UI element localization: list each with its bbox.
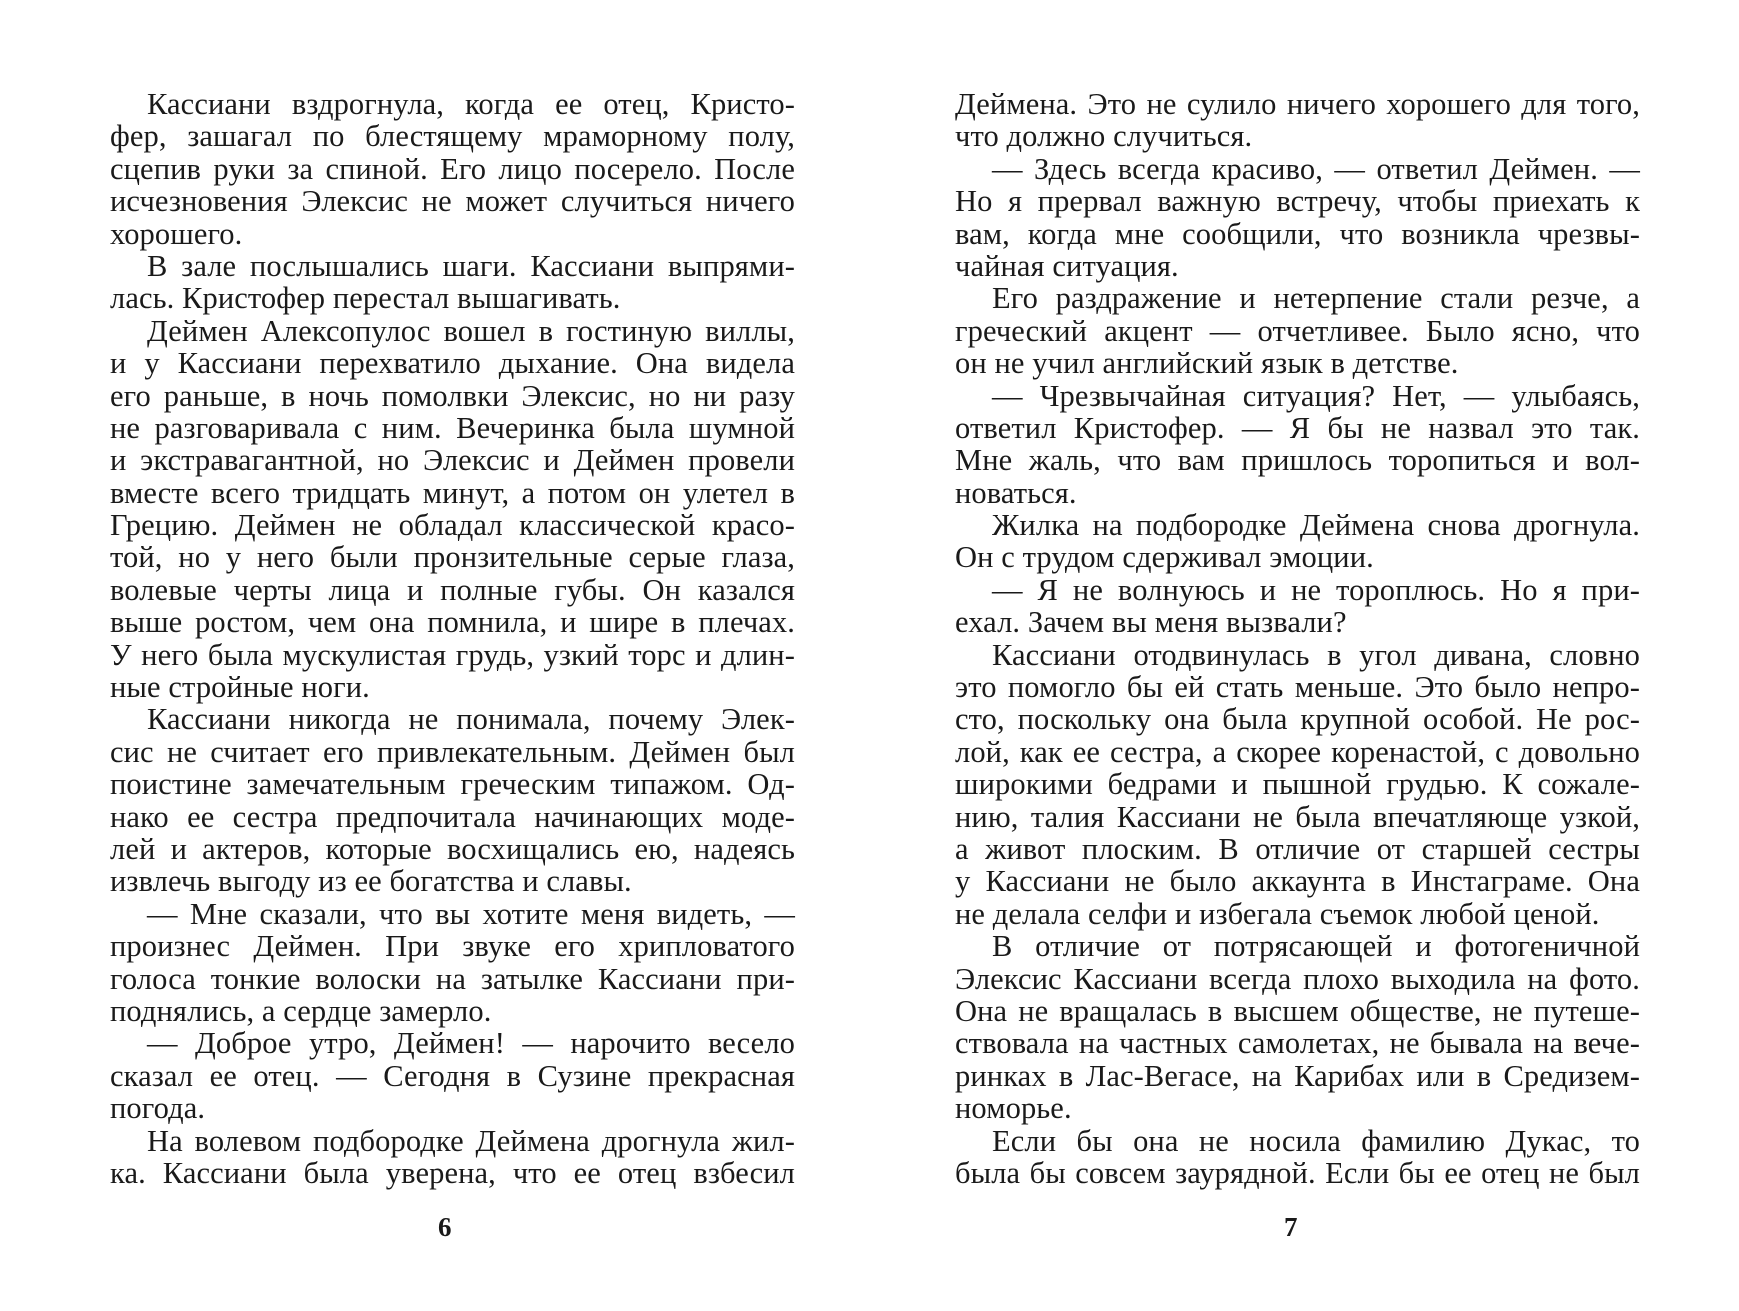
text-line: У него была мускулистая грудь, узкий торс и длин- — [110, 637, 795, 672]
text-line: широкими бедрами и пышной грудью. К сожале- — [955, 767, 1640, 802]
text-line: фер, зашагал по блестящему мраморному полу, — [110, 119, 795, 154]
text-line: ответил Кристофер. — Я бы не назвал это так. — [955, 410, 1640, 445]
text-line: погода. — [110, 1091, 206, 1126]
text-line: Жилка на подбородке Деймена снова дрогнула. — [992, 508, 1640, 543]
text-line: Деймен Алексопулос вошел в гостиную виллы, — [147, 313, 795, 348]
right-page-number: 7 — [1284, 1212, 1298, 1242]
text-line: это помогло бы ей стать меньше. Это было непро- — [955, 670, 1640, 705]
text-line: В отличие от потрясающей и фотогеничной — [992, 929, 1640, 964]
text-line: и у Кассиани перехватило дыхание. Она видела — [110, 346, 795, 381]
text-line: — Здесь всегда красиво, — ответил Деймен. — — [992, 151, 1640, 186]
text-line: Кассиани отодвинулась в угол дивана, словно — [992, 637, 1640, 672]
text-line: ка. Кассиани была уверена, что ее отец взбесил — [110, 1155, 795, 1190]
text-line: номорье. — [955, 1091, 1072, 1126]
text-line: что должно случиться. — [955, 119, 1253, 154]
text-line: Кассиани никогда не понимала, почему Элек- — [147, 702, 795, 737]
text-line: не делала селфи и избегала съемок любой ценой. — [955, 896, 1600, 931]
text-line: греческий акцент — отчетливее. Было ясно, что — [955, 313, 1640, 348]
right-page-text — [955, 88, 1640, 1189]
text-line: — Я не волнуюсь и не тороплюсь. Но я при- — [992, 572, 1640, 607]
text-line: Грецию. Деймен не обладал классической красо- — [110, 508, 795, 543]
text-line: — Чрезвычайная ситуация? Нет, — улыбаясь, — [992, 378, 1640, 413]
text-line: голоса тонкие волоски на затылке Кассиани при- — [110, 961, 795, 996]
text-line: Его раздражение и нетерпение стали резче, а — [992, 281, 1640, 316]
text-line: вам, когда мне сообщили, что возникла чрезвы- — [955, 216, 1640, 251]
text-line: сказал ее отец. — Сегодня в Сузине прекрасная — [110, 1058, 795, 1093]
text-line: — Доброе утро, Деймен! — нарочито весело — [147, 1026, 795, 1061]
text-line: новаться. — [955, 475, 1077, 510]
text-line: сцепив руки за спиной. Его лицо посерело. После — [110, 151, 795, 186]
left-page-number: 6 — [438, 1212, 452, 1242]
text-line: Она не вращалась в высшем обществе, не путеше- — [955, 993, 1640, 1028]
text-line: лей и актеров, которые восхищались ею, надеясь — [110, 831, 795, 866]
text-line: Элексис Кассиани всегда плохо выходила на фото. — [955, 961, 1640, 996]
text-line: выше ростом, чем она помнила, и шире в плечах. — [110, 605, 795, 640]
text-line: поистине замечательным греческим типажом. Од- — [110, 767, 795, 802]
text-line: лась. Кристофер перестал вышагивать. — [110, 281, 621, 316]
text-line: волевые черты лица и полные губы. Он казался — [110, 572, 795, 607]
text-line: произнес Деймен. При звуке его хрипловатого — [110, 929, 795, 964]
text-line: Кассиани вздрогнула, когда ее отец, Кристо- — [147, 87, 795, 121]
text-line: ехал. Зачем вы меня вызвали? — [955, 605, 1347, 640]
text-line: ные стройные ноги. — [110, 670, 370, 705]
text-line: Он с трудом сдерживал эмоции. — [955, 540, 1374, 575]
text-line: Но я прервал важную встречу, чтобы приехать к — [955, 184, 1640, 219]
text-line: ствовала на частных самолетах, не бывала на вече- — [955, 1026, 1640, 1061]
text-line: вместе всего тридцать минут, а потом он улетел в — [110, 475, 795, 510]
text-line: нию, талия Кассиани не была впечатляюще узкой, — [955, 799, 1640, 834]
text-line: он не учил английский язык в детстве. — [955, 346, 1459, 381]
text-line: ринках в Лас-Вегасе, на Карибах или в Средизем- — [955, 1058, 1640, 1093]
text-line: а живот плоским. В отличие от старшей сестры — [955, 831, 1640, 866]
text-line: Мне жаль, что вам пришлось торопиться и вол- — [955, 443, 1640, 478]
text-line: чайная ситуация. — [955, 248, 1179, 283]
text-line: — Мне сказали, что вы хотите меня видеть, — — [147, 896, 795, 931]
text-line: лой, как ее сестра, а скорее коренастой, с довольно — [955, 734, 1640, 769]
text-line: Деймена. Это не сулило ничего хорошего для того, — [955, 87, 1640, 121]
text-line: нако ее сестра предпочитала начинающих моде- — [110, 799, 795, 834]
text-line: сис не считает его привлекательным. Деймен был — [110, 734, 795, 769]
text-line: На волевом подбородке Деймена дрогнула жил- — [147, 1123, 795, 1158]
text-line: извлечь выгоду из ее богатства и славы. — [110, 864, 632, 899]
text-line: сто, поскольку она была крупной особой. Не рос- — [955, 702, 1640, 737]
text-line: не разговаривала с ним. Вечеринка была шумной — [110, 410, 795, 445]
text-line: В зале послышались шаги. Кассиани выпрями- — [147, 248, 795, 283]
text-line: Если бы она не носила фамилию Дукас, то — [992, 1123, 1640, 1158]
text-line: исчезновения Элексис не может случиться ничего — [110, 184, 795, 219]
text-line: и экстравагантной, но Элексис и Деймен провели — [110, 443, 795, 478]
text-line: поднялись, а сердце замерло. — [110, 993, 492, 1028]
text-line: хорошего. — [110, 216, 243, 251]
left-page-text — [110, 88, 795, 1189]
text-line: у Кассиани не было аккаунта в Инстаграме. Она — [955, 864, 1640, 899]
text-line: была бы совсем заурядной. Если бы ее отец не был — [955, 1155, 1640, 1190]
text-line: той, но у него были пронзительные серые глаза, — [110, 540, 795, 575]
text-line: его раньше, в ночь помолвки Элексис, но ни разу — [110, 378, 795, 413]
